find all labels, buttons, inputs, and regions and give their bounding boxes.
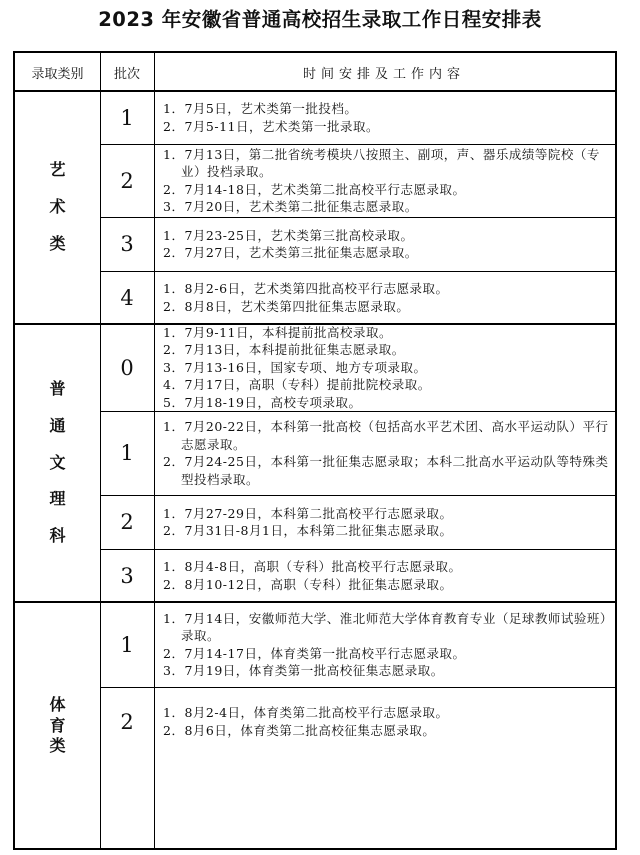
schedule-item: 1．8月2-4日，体育类第二批高校平行志愿录取。 [163,705,449,720]
category-char: 艺 [49,160,66,180]
batch-number: 1 [120,441,134,465]
header-batch: 批次 [113,66,140,82]
batch-number: 1 [120,632,134,657]
category-char: 术 [49,197,66,217]
schedule-table [13,51,617,850]
schedule-item: 1．8月2-6日，艺术类第四批高校平行志愿录取。 [163,281,449,296]
category-char: 类 [49,233,66,253]
schedule-item: 2．7月13日，本科提前批征集志愿录取。 [163,342,405,358]
schedule-item: 2．7月31日-8月1日，本科第二批征集志愿录取。 [163,523,453,538]
schedule-item: 2．8月8日，艺术类第四批征集志愿录取。 [163,298,410,314]
category-cell [15,602,100,850]
schedule-content-cell [155,271,613,324]
category-cell [15,324,100,602]
category-cell [15,91,100,324]
batch-number: 2 [120,709,134,734]
schedule-content-cell [155,602,613,687]
page-title: 2023 年安徽省普通高校招生录取工作日程安排表 [98,8,542,31]
schedule-item: 3．7月20日，艺术类第二批征集志愿录取。 [163,199,418,214]
batch-number: 3 [120,232,134,256]
schedule-content-cell [155,217,613,271]
batch-number: 2 [120,510,134,534]
category-char: 文 [49,452,66,472]
schedule-item: 3．7月13-16日，国家专项、地方专项录取。 [163,359,427,375]
header-category: 录取类别 [31,66,84,82]
batch-number: 3 [120,563,134,588]
schedule-content-cell [155,144,613,217]
batch-number: 2 [120,168,134,193]
schedule-item: 5．7月18-19日，高校专项录取。 [163,394,362,410]
schedule-item: 2．7月24-25日，本科第一批征集志愿录取；本科二批高水平运动队等特殊类型投档录取。 [163,454,609,487]
batch-number: 4 [120,285,134,310]
schedule-item: 1．7月9-11日，本科提前批高校录取。 [163,324,392,340]
schedule-item: 2．7月14-17日，体育类第一批高校平行志愿录取。 [163,645,466,661]
schedule-content-cell [155,495,613,549]
schedule-item: 2．8月6日，体育类第二批高校征集志愿录取。 [163,722,436,738]
category-char: 育 [49,715,66,735]
category-char: 普 [49,379,66,398]
schedule-item: 1．8月4-8日，高职（专科）批高校平行志愿录取。 [163,559,462,574]
schedule-item: 1．7月23-25日，艺术类第三批高校录取。 [163,227,414,243]
schedule-item: 1．7月13日，第二批省统考模块八按照主、副项，声、器乐成绩等院校（专业）投档录取。 [163,146,600,179]
category-char: 类 [49,736,66,756]
schedule-item: 2．7月14-18日，艺术类第二批高校平行志愿录取。 [163,181,466,197]
schedule-content-cell [155,549,613,602]
category-char: 科 [49,526,66,546]
category-char: 体 [49,694,66,714]
schedule-item: 1．7月20-22日，本科第一批高校（包括高水平艺术团、高水平运动队）平行志愿录取。 [163,419,609,452]
schedule-item: 2．7月5-11日，艺术类第一批录取。 [163,118,379,134]
schedule-item: 2．7月27日，艺术类第三批征集志愿录取。 [163,245,418,260]
header-content: 时间安排及工作内容 [302,66,465,82]
schedule-item: 1．7月14日，安徽师范大学、淮北师范大学体育教育专业（足球教师试验班）录取。 [163,610,613,643]
category-char: 理 [49,489,66,509]
schedule-item: 3．7月19日，体育类第一批高校征集志愿录取。 [163,663,444,678]
batch-number: 0 [120,355,134,380]
schedule-item: 4．7月17日，高职（专科）提前批院校录取。 [163,377,431,393]
schedule-content-cell [155,324,613,411]
schedule-content-cell [155,687,613,756]
category-char: 通 [49,415,66,435]
schedule-content-cell [155,91,613,144]
schedule-item: 1．7月5日，艺术类第一批投档。 [163,101,358,116]
schedule-content-cell [155,411,613,495]
schedule-item: 1．7月27-29日，本科第二批高校平行志愿录取。 [163,505,453,521]
schedule-item: 2．8月10-12日，高职（专科）批征集志愿录取。 [163,576,453,592]
batch-number: 1 [120,105,134,130]
